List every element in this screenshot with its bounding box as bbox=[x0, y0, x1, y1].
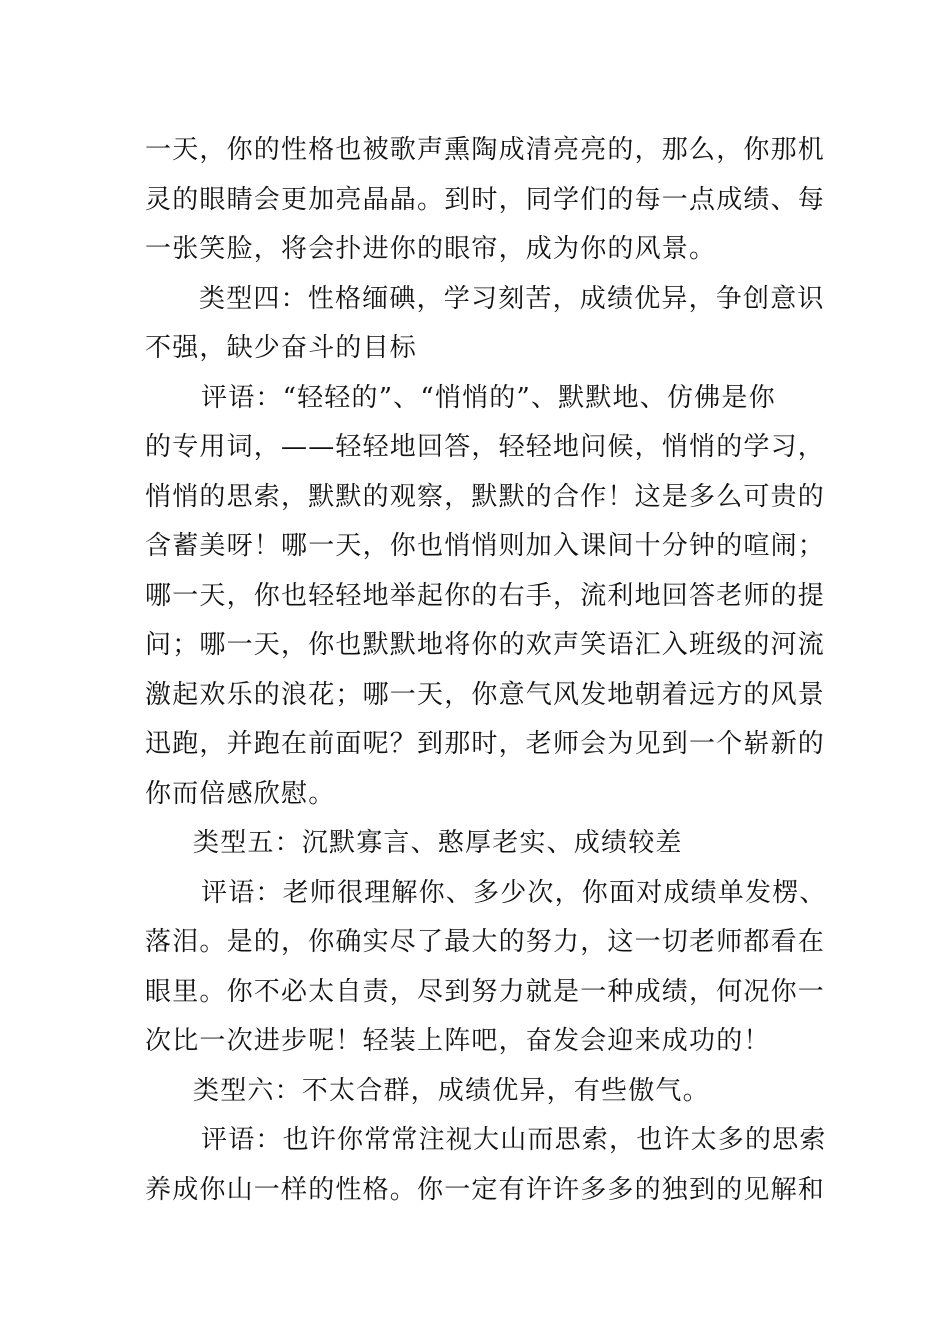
text-line: 一天，你的性格也被歌声熏陶成清亮亮的，那么，你那机 bbox=[145, 135, 826, 165]
body-text bbox=[145, 126, 827, 1215]
text-line: 哪一天，你也轻轻地举起你的右手，流利地回答老师的提 bbox=[145, 580, 826, 611]
text-line: 一张笑脸，将会扑进你的眼帘，成为你的风景。 bbox=[145, 234, 717, 264]
type-heading: 类型四：性格缅碘，学习刻苦，成绩优异，争创意识 bbox=[199, 283, 825, 314]
comment-line: 评语：老师很理解你、多少次，你面对成绩单发楞、 bbox=[201, 877, 827, 908]
text-line: 的专用词，——轻轻地回答，轻轻地问候，悄悄的学习， bbox=[145, 432, 826, 462]
text-line: 灵的眼睛会更加亮晶晶。到时，同学们的每一点成绩、每 bbox=[145, 184, 826, 215]
text-line: 落泪。是的，你确实尽了最大的努力，这一切老师都看在 bbox=[145, 927, 826, 957]
text-line: 次比一次进步呢！轻装上阵吧，奋发会迎来成功的！ bbox=[145, 1026, 771, 1056]
text-line: 问；哪一天，你也默默地将你的欢声笑语汇入班级的河流 bbox=[145, 630, 826, 660]
comment-line: 评语：也许你常常注视大山而思索，也许太多的思索 bbox=[201, 1125, 827, 1155]
text-line: 养成你山一样的性格。你一定有许许多多的独到的见解和 bbox=[145, 1174, 826, 1205]
text-line: 激起欢乐的浪花；哪一天，你意气风发地朝着远方的风景 bbox=[145, 679, 826, 710]
text-line: 悄悄的思索，默默的观察，默默的合作！这是多么可贵的 bbox=[145, 481, 826, 512]
text-line: 迅跑，并跑在前面呢？到那时，老师会为见到一个崭新的 bbox=[145, 729, 826, 759]
text-line: 不强，缺少奋斗的目标 bbox=[145, 333, 418, 363]
text-line: 含蓄美呀！哪一天，你也悄悄则加入课间十分钟的喧闹； bbox=[145, 531, 826, 561]
type-heading: 类型五：沉默寡言、憨厚老实、成绩较差 bbox=[193, 828, 683, 858]
text-line: 你而倍感欣慰。 bbox=[145, 778, 336, 809]
type-heading: 类型六：不太合群，成绩优异，有些傲气。 bbox=[193, 1075, 710, 1106]
comment-line: 评语：“轻轻的”、“悄悄的”、默默地、仿佛是你 bbox=[201, 382, 776, 413]
text-line: 眼里。你不必太自责，尽到努力就是一种成绩，何况你一 bbox=[145, 976, 826, 1007]
